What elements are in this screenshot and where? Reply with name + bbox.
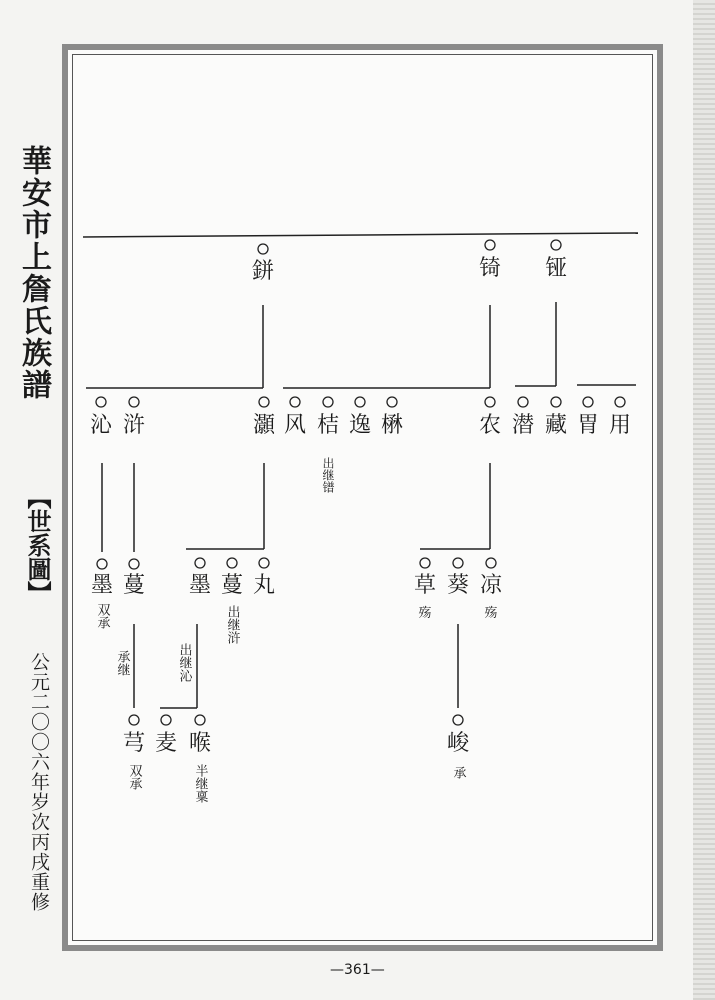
- gen3-note-2: 承继: [114, 650, 130, 676]
- gen3-name-8: 凉: [479, 573, 503, 598]
- gen4-name-3: 喉: [188, 731, 212, 756]
- gen2-name-8: 农: [478, 413, 502, 438]
- circles: [96, 240, 625, 725]
- gen3-name-3: 墨: [188, 573, 212, 598]
- compiled-date: 公元二〇〇六年岁次丙戌重修: [28, 652, 50, 912]
- gen2-name-2: 浒: [122, 413, 146, 438]
- gen2-name-1: 沁: [89, 413, 113, 438]
- gen1-name-1: 鉼: [251, 259, 275, 284]
- gen2-name-7: 楙: [380, 413, 404, 438]
- section-title: 【世系圖】: [23, 485, 52, 605]
- gen3-name-7: 葵: [446, 573, 470, 598]
- gen4-note-2: 半继稟: [192, 764, 208, 803]
- gen2-name-3: 灝: [252, 413, 276, 438]
- gen2-note-1: 出继镨: [321, 457, 335, 493]
- gen4-name-4: 峻: [446, 731, 470, 756]
- gen3-name-6: 草: [413, 573, 437, 598]
- gen3-note-6: 殇: [484, 606, 498, 621]
- gen2-name-5: 桔: [316, 413, 340, 438]
- gen3-name-4: 蔓: [220, 573, 244, 598]
- gen2-name-9: 潜: [511, 413, 535, 438]
- gen3-note-4: 出继沁: [176, 643, 192, 682]
- gen3-note-5: 殇: [418, 606, 432, 621]
- gen4-name-1: 芎: [122, 731, 146, 756]
- gen3-note-1: 双承: [94, 603, 110, 629]
- gen1-name-2: 锜: [478, 256, 502, 281]
- gen4-note-1: 双承: [126, 764, 142, 790]
- gen2-name-11: 胃: [576, 413, 600, 438]
- gen2-name-12: 用: [608, 413, 632, 438]
- page-number: —361—: [330, 962, 385, 978]
- book-title: 華安市上詹氏族譜: [16, 145, 51, 401]
- tree-lines: [83, 233, 638, 708]
- gen2-name-10: 藏: [544, 413, 568, 438]
- gen3-name-5: 丸: [252, 573, 276, 598]
- gen3-note-3: 出继浒: [224, 605, 240, 644]
- gen1-name-3: 铔: [544, 256, 568, 281]
- gen4-name-2: 麦: [154, 731, 178, 756]
- gen2-name-6: 逸: [348, 413, 372, 438]
- gen3-name-1: 墨: [90, 573, 114, 598]
- gen3-name-2: 蔓: [122, 573, 146, 598]
- gen4-note-3: 承: [450, 766, 466, 779]
- gen2-name-4: 风: [283, 413, 307, 438]
